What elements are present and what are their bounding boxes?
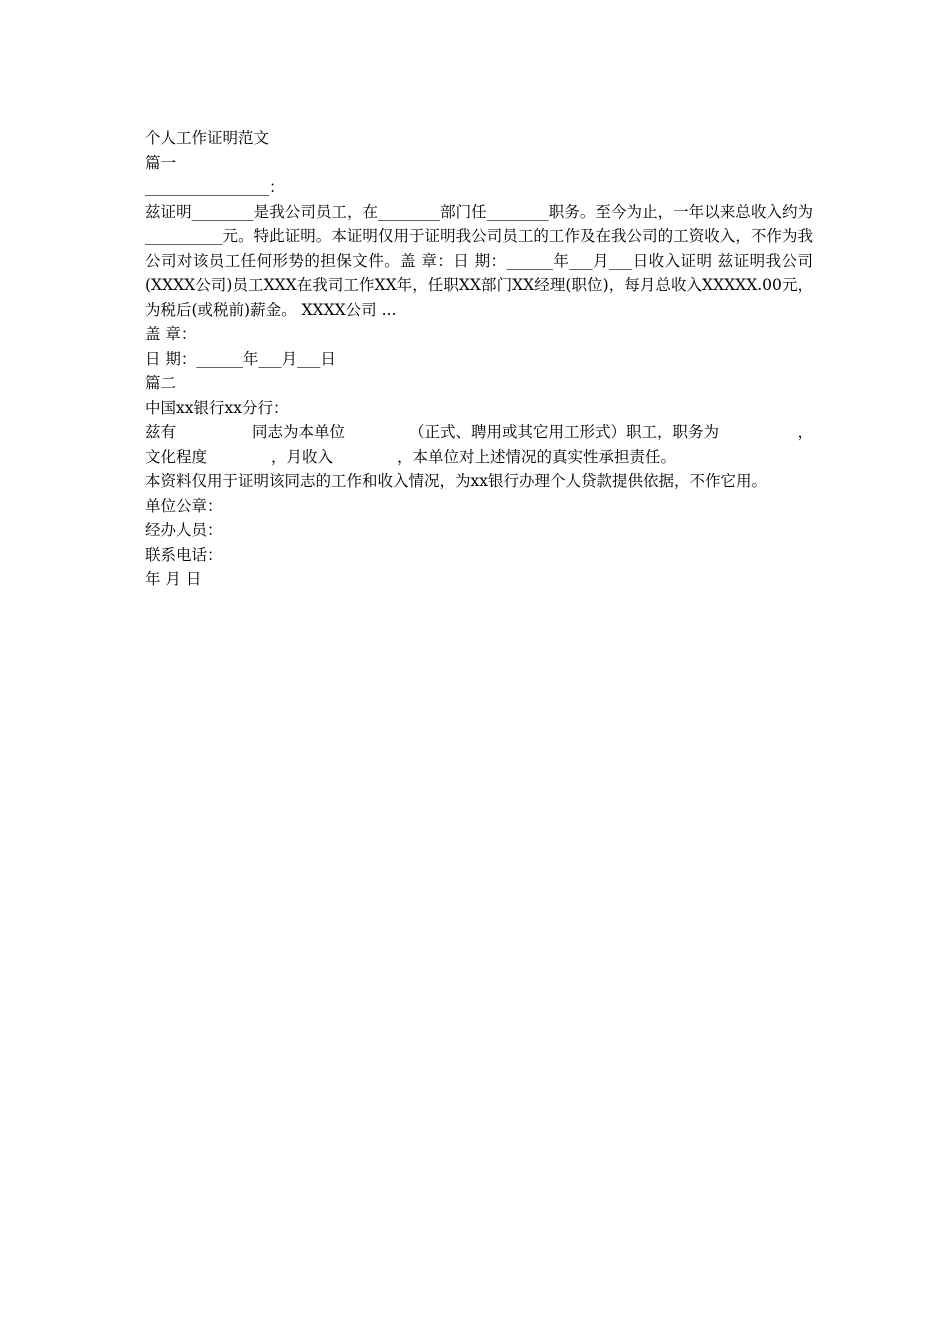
text-education: 文化程度 (145, 447, 208, 466)
phone-line: 联系电话： (145, 545, 223, 564)
certificate-paragraph: 兹证明________是我公司员工，在________部门任________职务。至今为止，一年以来总收入约为__________元。特此证明。本证明仅用于证明我公司员工的工作及在我公司的工资收入，不作为我公司对该员工任何形势的担保文件。盖 章：日 期：______年___月___日收入证明 兹证明我公司(XXXX公司)员工XXX在我司工作XX年，任职XX部门XX经理(职位)，每月总收入XXXXX.00元，为税后(或税前)薪金。 XXXX公司 ... (145, 202, 813, 319)
unit-seal-line: 单位公章： (145, 496, 223, 515)
addressee-blank: ________________： (145, 178, 285, 196)
text-responsibility: ，本单位对上述情况的真实性承担责任。 (397, 447, 677, 466)
text-ziyou: 兹有 (145, 423, 177, 441)
text-monthly-income: ，月收入 (271, 447, 334, 466)
text-tongzhi: 同志为本单位 (252, 423, 346, 441)
employee-info-line-1 (145, 420, 813, 445)
bank-addressee: 中国xx银行xx分行： (145, 398, 289, 417)
document-title: 个人工作证明范文 (145, 129, 270, 147)
text-employment-form: （正式、聘用或其它用工形式）职工，职务为 (409, 423, 720, 441)
usage-statement: 本资料仅用于证明该同志的工作和收入情况，为xx银行办理个人贷款提供依据，不作它用。 (145, 472, 767, 490)
employee-info-line-2 (145, 445, 813, 470)
seal-line: 盖 章： (145, 325, 197, 343)
handler-line: 经办人员： (145, 521, 223, 539)
date-line: 日 期：______年___月___日 (145, 349, 336, 368)
document-body (145, 126, 813, 592)
closing-date-line: 年 月 日 (145, 570, 202, 588)
section-heading-2: 篇二 (145, 374, 177, 392)
text-comma: ， (797, 423, 813, 441)
section-heading-1: 篇一 (145, 153, 177, 172)
